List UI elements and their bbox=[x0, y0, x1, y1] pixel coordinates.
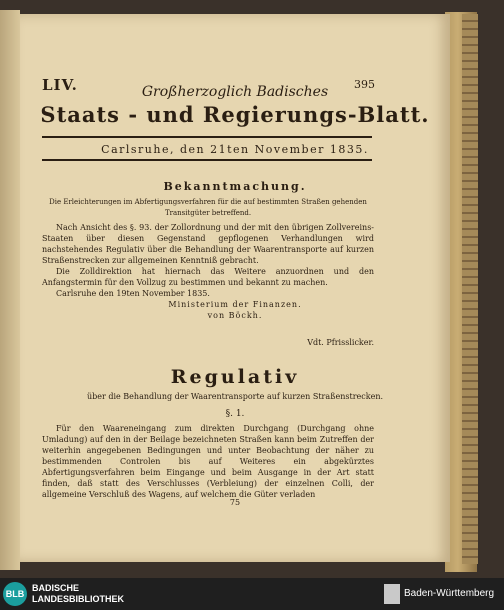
ministry: Ministerium der Finanzen. bbox=[168, 300, 302, 309]
signature: von Böckh. bbox=[207, 311, 263, 320]
document-page bbox=[20, 14, 450, 562]
place-date: Carlsruhe den 19ten November 1835. bbox=[56, 289, 210, 298]
section-number: §. 1. bbox=[225, 409, 245, 419]
announcement-body2: Die Zolldirektion hat hiernach das Weitere anzuordnen und den Anfangstermin für den Vollzug zu bestimmen und bekannt zu machen. bbox=[42, 267, 374, 287]
library-logo[interactable]: BLB bbox=[3, 582, 27, 606]
countersign: Vdt. Pfrisslicker. bbox=[307, 338, 374, 347]
dateline: Carlsruhe, den 21ten November 1835. bbox=[101, 143, 369, 156]
page-number: 395 bbox=[354, 78, 375, 91]
library-name[interactable] bbox=[32, 583, 124, 605]
region-name[interactable]: Baden-Württemberg bbox=[404, 588, 495, 599]
regulativ-text: Für den Waareneingang zum direkten Durchgang (Durchgang ohne Umladung) auf den in der Beilage bezeichneten Straßen kann beim Zutreffen der weiterhin angegebenen Bedingungen und unter Beobachtung der näher zu bestimmenden Controlen bis auf Weiteres ein abgekürztes Abfertigungsverfahren beim Eingange und beim Ausgange in der Art statt finden, daß statt des Verschlusses (Verbleiung) der einzelnen Colli, der allgemeine Verschluß des Wagens, auf welchem die Güter verladen bbox=[42, 424, 374, 499]
footer-bar bbox=[0, 578, 504, 610]
library-name-line2: LANDESBIBLIOTHEK bbox=[32, 594, 124, 604]
regulativ-subtitle: über die Behandlung der Waarentransporte auf kurzen Straßenstrecken. bbox=[86, 392, 384, 401]
bottom-rule bbox=[42, 159, 372, 161]
page-stack-edge bbox=[462, 14, 478, 564]
announcement-body1: Nach Ansicht des §. 93. der Zollordnung und der mit den übrigen Zollvereins-Staaten über diesen Gegenstand gepflogenen Verhandlungen wird nachstehendes Regulativ über die Behandlung der Waarentransporte auf kurzen Straßenstrecken zur allgemeinen Kenntniß gebracht. bbox=[42, 223, 374, 265]
regulativ-title: Regulativ bbox=[170, 366, 300, 388]
masthead-line1: Großherzoglich Badisches bbox=[141, 84, 329, 100]
announcement-subject: Die Erleichterungen im Abfertigungsverfahren für die auf bestimmten Straßen gehenden Transitgüter betreffend. bbox=[49, 198, 367, 217]
masthead-line2: Staats - und Regierungs-Blatt. bbox=[40, 102, 430, 127]
top-rule bbox=[42, 136, 372, 138]
library-name-line1: BADISCHE bbox=[32, 583, 80, 593]
volume-number: LIV. bbox=[42, 76, 78, 94]
signature-mark: 75 bbox=[229, 498, 241, 507]
facing-page-edge bbox=[0, 10, 20, 570]
coat-of-arms-icon bbox=[384, 584, 400, 604]
announcement-heading: Bekanntmachung. bbox=[163, 180, 307, 193]
